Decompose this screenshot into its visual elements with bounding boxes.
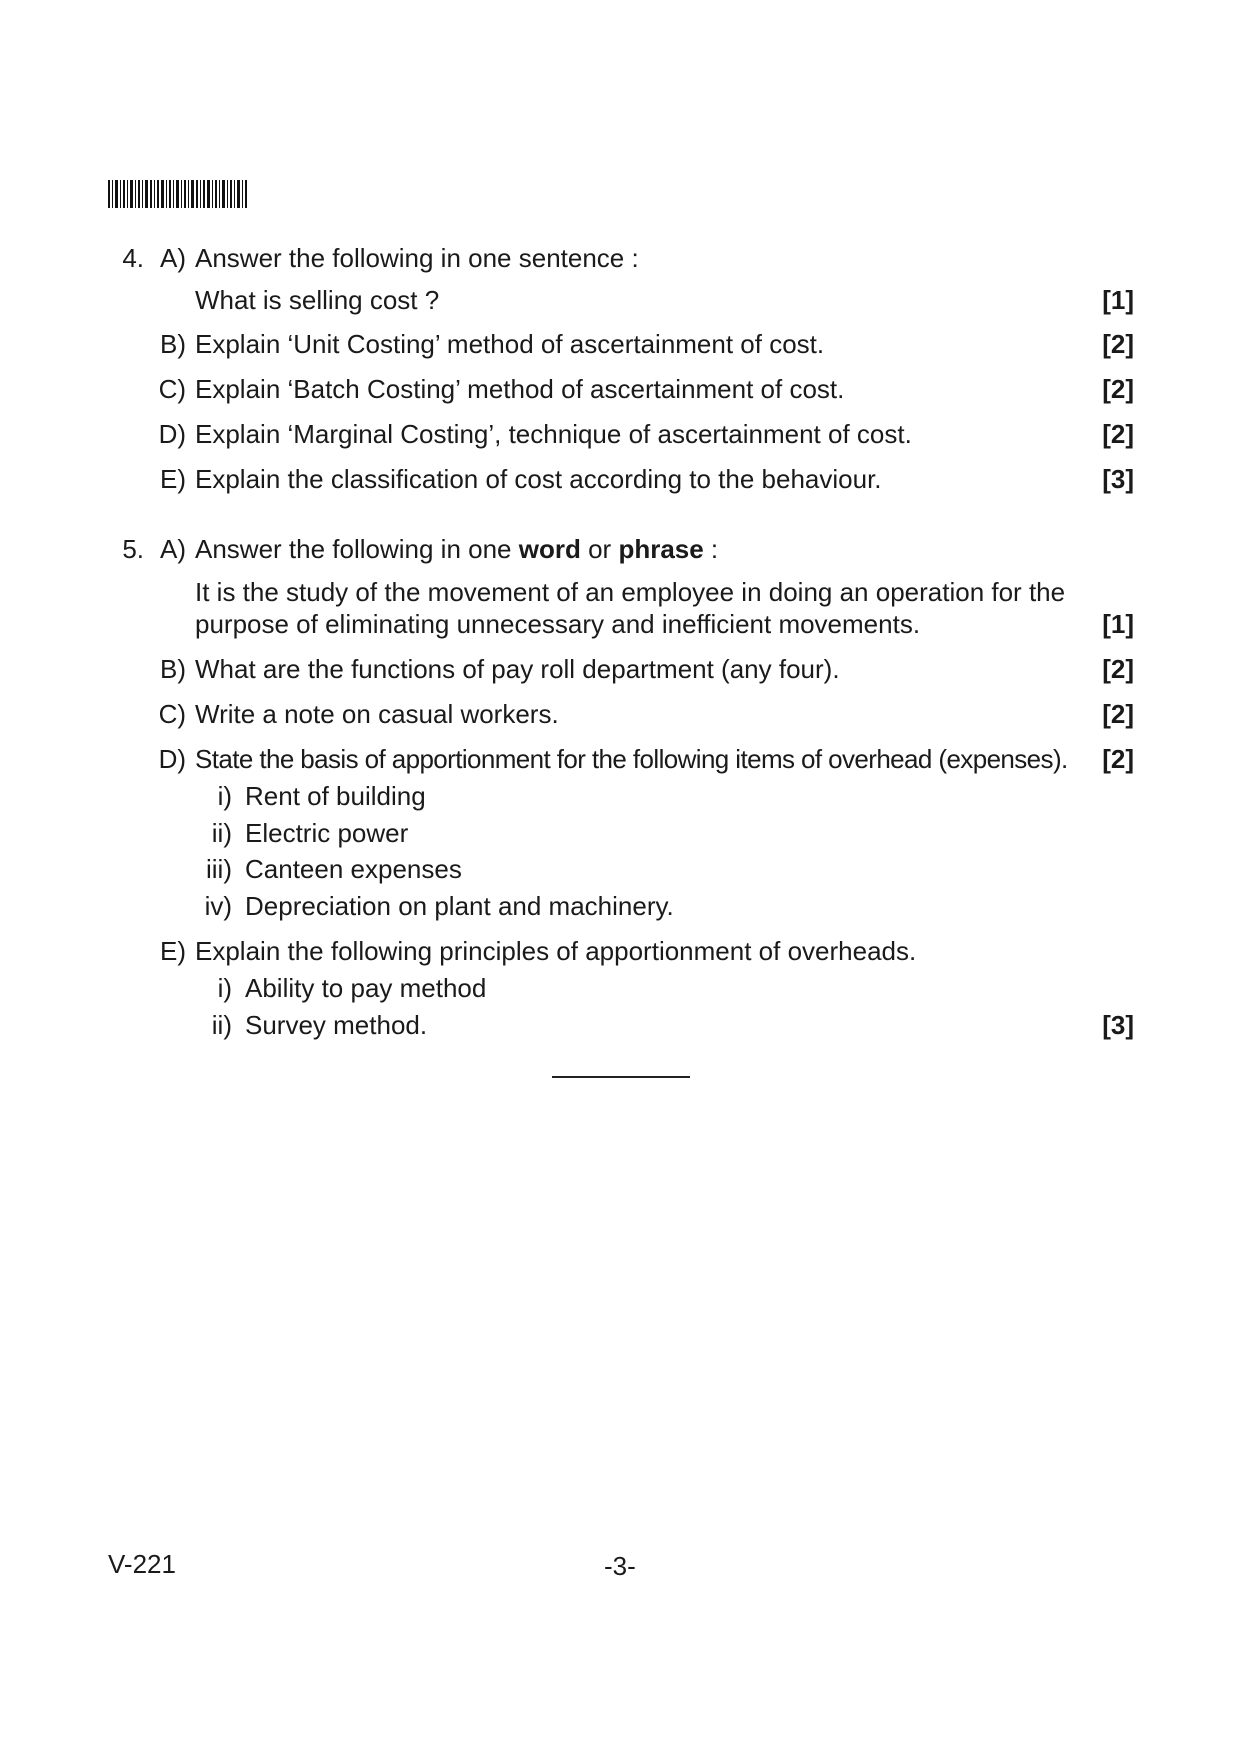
part-label: E): [160, 464, 186, 494]
sub-item-label: i): [217, 781, 232, 811]
marks: [3]: [1102, 464, 1134, 494]
marks: [1]: [1102, 285, 1134, 315]
paper-code: V-221: [108, 1549, 176, 1579]
part-label: E): [160, 936, 186, 966]
page-number: -3-: [604, 1551, 636, 1581]
sub-item-label: ii): [211, 818, 232, 848]
question-text: [195, 533, 718, 565]
part-label: A): [160, 243, 186, 273]
end-rule: [552, 1076, 690, 1078]
sub-item-text: Survey method.: [245, 1010, 428, 1040]
question-text: Explain the classification of cost according to the behaviour.: [195, 464, 882, 494]
part-label: D): [158, 744, 186, 774]
instruction-bold: word: [518, 534, 581, 564]
question-text: What is selling cost ?: [195, 285, 440, 315]
sub-item-text: Rent of building: [245, 781, 426, 811]
part-label: D): [158, 419, 186, 449]
question-number: 5.: [122, 534, 144, 564]
marks: [3]: [1102, 1010, 1134, 1040]
sub-item-text: Canteen expenses: [245, 854, 462, 884]
part-label: C): [158, 699, 186, 729]
sub-item-text: Depreciation on plant and machinery.: [245, 891, 674, 921]
marks: [2]: [1102, 654, 1134, 684]
question-text: Explain ‘Batch Costing’ method of ascertainment of cost.: [195, 374, 845, 404]
question-text: Explain the following principles of apportionment of overheads.: [195, 936, 917, 966]
question-text: Answer the following in one sentence :: [195, 243, 639, 273]
marks: [2]: [1102, 329, 1134, 359]
marks: [2]: [1102, 744, 1134, 774]
sub-item-text: Electric power: [245, 818, 409, 848]
part-label: A): [160, 534, 186, 564]
barcode-graphic: [108, 180, 248, 208]
sub-item-label: iii): [206, 854, 232, 884]
part-label: B): [160, 329, 186, 359]
question-text: Explain ‘Unit Costing’ method of ascertainment of cost.: [195, 329, 825, 359]
sub-item-label: ii): [211, 1010, 232, 1040]
question-text: State the basis of apportionment for the following items of overhead (expenses).: [195, 744, 1068, 774]
sub-item-text: Ability to pay method: [245, 973, 487, 1003]
sub-item-label: i): [217, 973, 232, 1003]
question-text: Write a note on casual workers.: [195, 699, 559, 729]
instruction-bold: phrase: [618, 534, 704, 564]
marks: [1]: [1102, 609, 1134, 639]
instruction-text: or: [580, 534, 619, 564]
part-label: C): [158, 374, 186, 404]
question-text: It is the study of the movement of an employee in doing an operation for the: [195, 577, 1066, 607]
question-text: purpose of eliminating unnecessary and inefficient movements.: [195, 609, 921, 639]
question-number: 4.: [122, 243, 144, 273]
instruction-text: Answer the following in one: [195, 534, 519, 564]
question-text: Explain ‘Marginal Costing’, technique of ascertainment of cost.: [195, 419, 912, 449]
marks: [2]: [1102, 699, 1134, 729]
marks: [2]: [1102, 419, 1134, 449]
part-label: B): [160, 654, 186, 684]
instruction-text: :: [703, 534, 719, 564]
marks: [2]: [1102, 374, 1134, 404]
question-text: What are the functions of pay roll department (any four).: [195, 654, 840, 684]
sub-item-label: iv): [204, 891, 232, 921]
